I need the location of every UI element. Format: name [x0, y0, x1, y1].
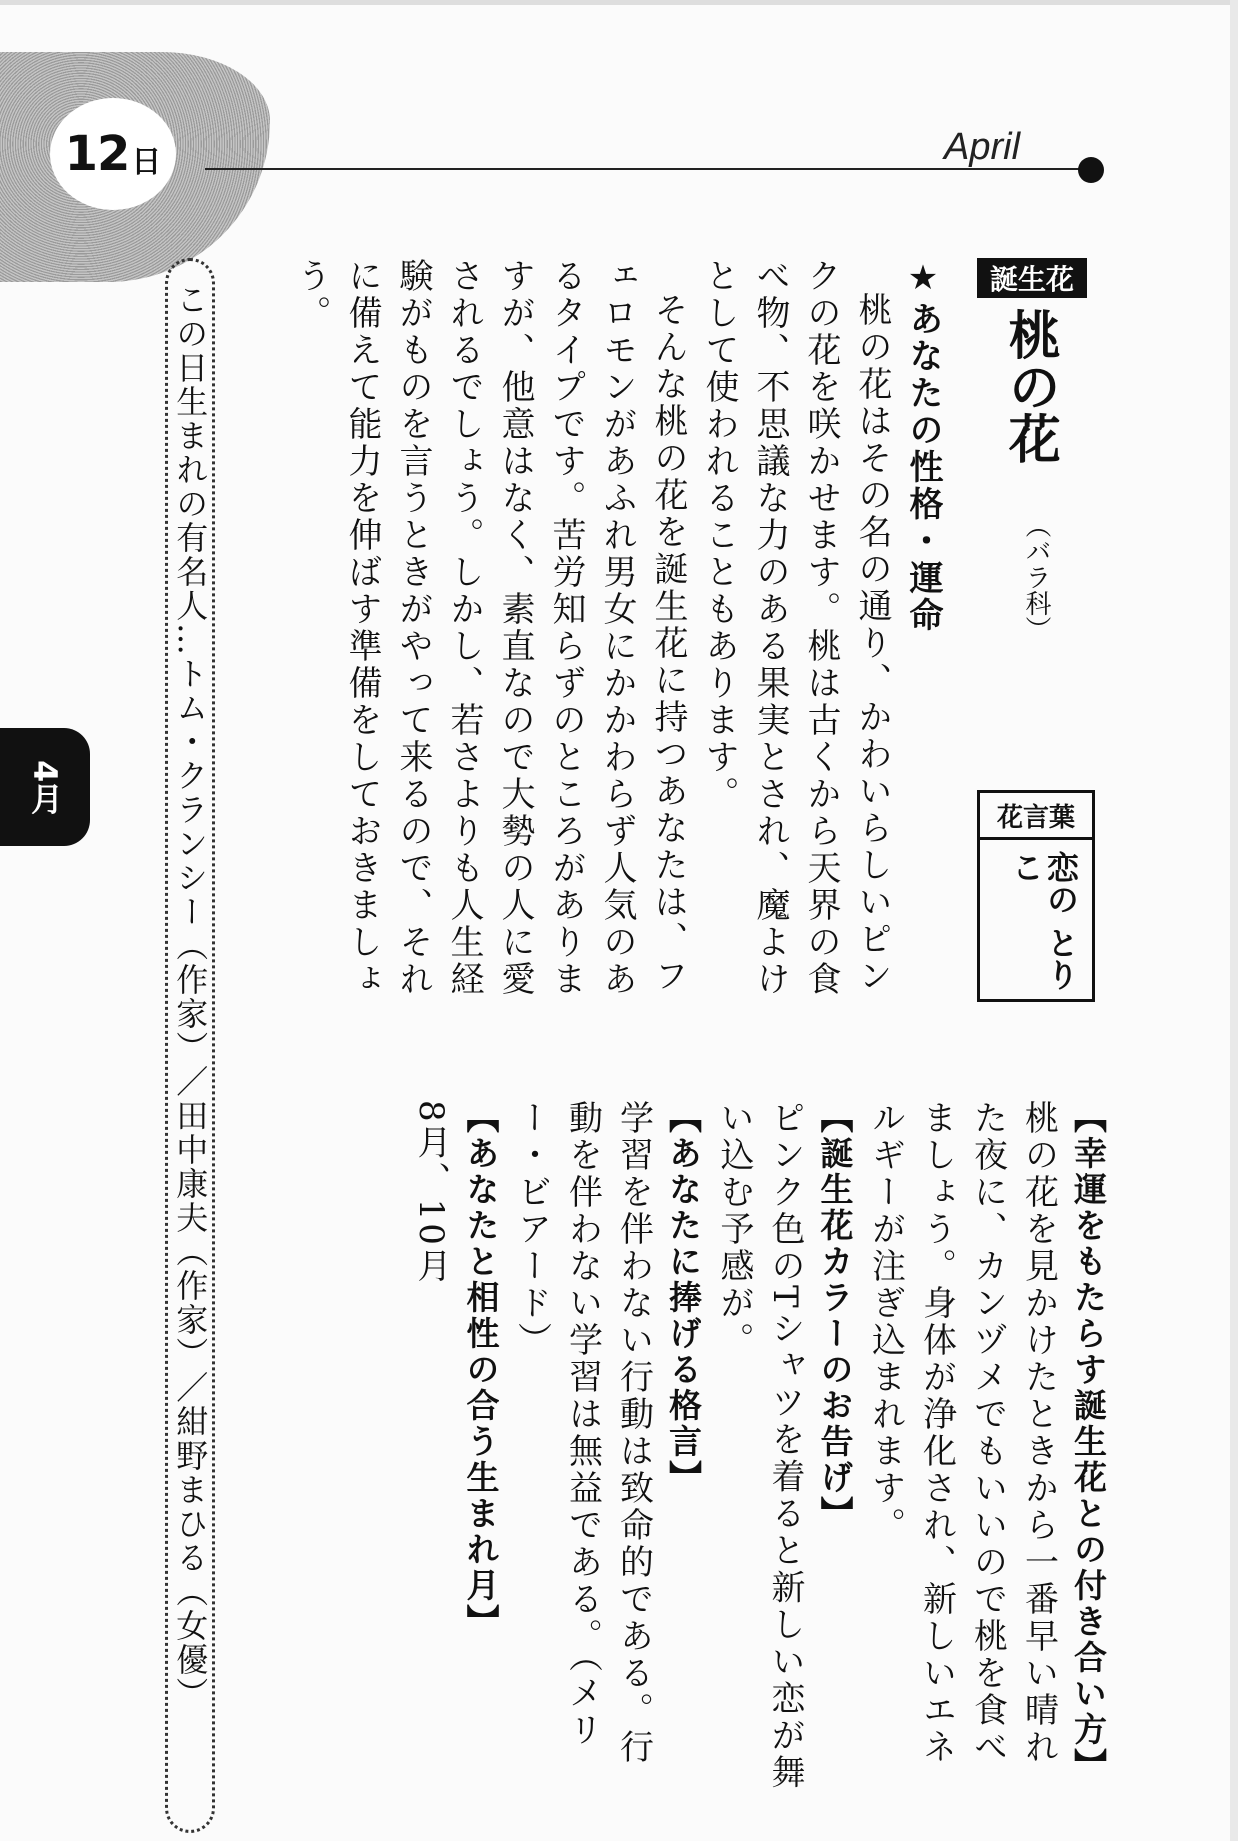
luck-heading: 【幸運をもたらす誕生花との付き合い方】	[1069, 1100, 1108, 1784]
birth-flower-tag: 誕生花	[977, 258, 1087, 298]
day-badge	[50, 98, 176, 210]
color-text: ピンク色のTシャツを着ると新しい恋が舞い込む予感が。	[714, 1100, 805, 1792]
personality-section	[283, 258, 948, 1018]
personality-para-2: そんな桃の花を誕生花に持つあなたは、フェロモンがあふれ男女にかかわらず人気のあるタイプです。苦労知らずのところがありますが、他意はなく、素直なので大勢の人に愛されるでしょう。しかし、若さよりも人生経験がものを言うときがやって来るので、それに備えて能力を伸ばす準備をしておきましょう。	[291, 258, 688, 998]
famous-people-text: この日生まれの有名人…トム・クランシー（作家）／田中康夫（作家）／紺野まひる（女優）	[171, 283, 210, 1711]
flower-language-label: 花言葉	[980, 793, 1092, 840]
color-heading: 【誕生花カラーのお告げ】	[815, 1100, 855, 1532]
luck-text: 桃の花を見かけたときから一番早い晴れた夜に、カンヅメでもいいので桃を食べましょう。身体が浄化され、新しいエネルギーが注ぎ込まれます。	[865, 1100, 1059, 1766]
right-edge	[1230, 0, 1238, 1841]
month-english: April	[944, 126, 1021, 168]
day-number: 12	[64, 126, 130, 182]
motto-heading: 【あなたに捧げる格言】	[664, 1100, 703, 1496]
flower-name: 桃の花	[999, 308, 1060, 464]
compat-text: 8月、10月	[411, 1100, 451, 1285]
day-suffix: 日	[131, 145, 162, 180]
flower-language-text: 恋の とりこ	[1006, 851, 1080, 991]
month-tab: 4月	[0, 728, 90, 846]
flower-family: （バラ科）	[1021, 512, 1051, 642]
header-dot	[1078, 157, 1104, 183]
tips-section	[283, 1100, 1113, 1835]
motto-text: 学習を伴わない行動は致命的である。行動を伴わない学習は無益である。（メリー・ビアード）	[511, 1100, 654, 1766]
top-edge	[0, 0, 1238, 5]
compat-heading: 【あなたと相性の合う生まれ月】	[461, 1100, 501, 1640]
personality-para-1: 桃の花はその名の通り、かわいらしいピンクの花を咲かせます。桃は古くから天界の食べ物、不思議な力のある果実とされ、魔よけとして使われることもあります。	[699, 258, 892, 998]
famous-people-box	[165, 258, 215, 1833]
flower-language-box	[977, 790, 1095, 1002]
personality-heading: ★あなたの性格・運命	[903, 258, 943, 634]
